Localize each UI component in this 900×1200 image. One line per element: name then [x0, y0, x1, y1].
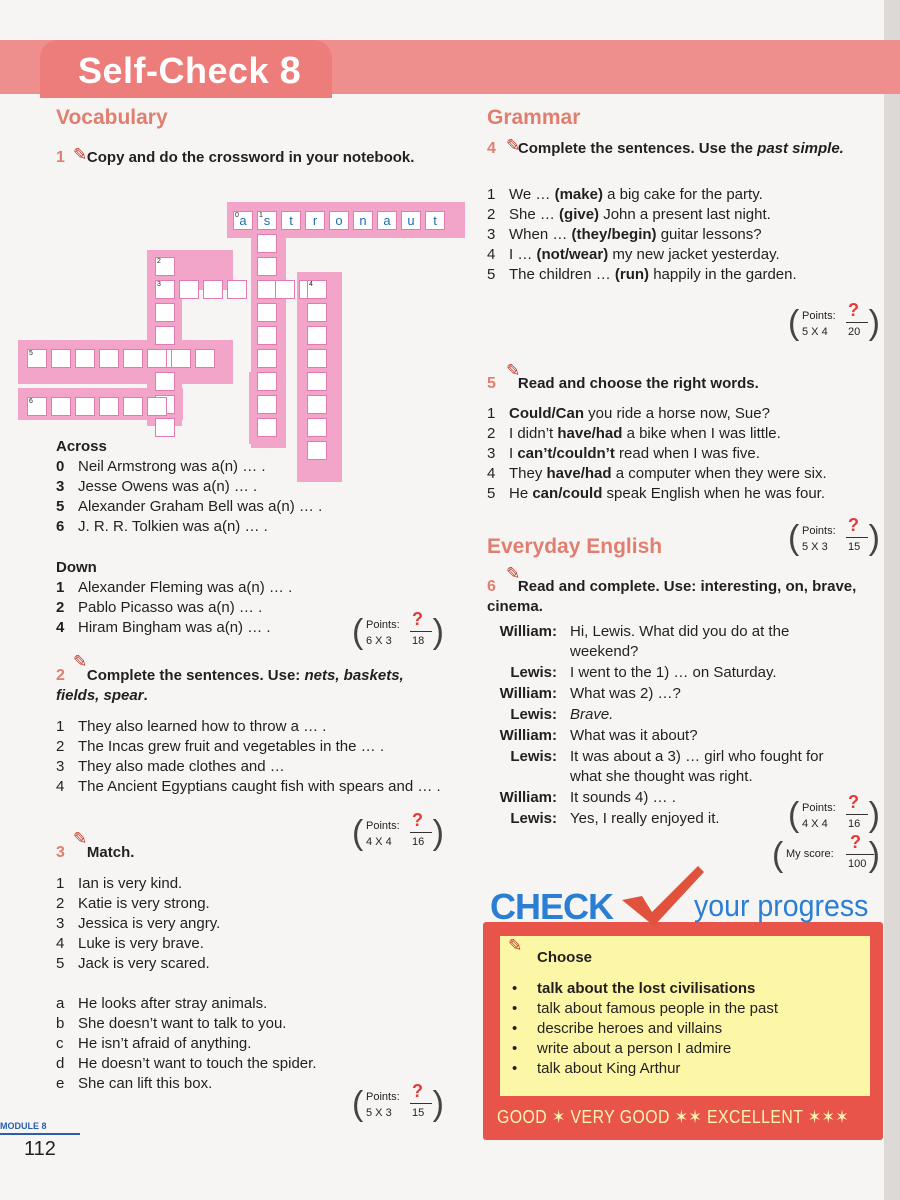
crossword-cell — [195, 349, 215, 368]
crossword-cell — [155, 303, 175, 322]
ex4-instruction: 4 Complete the sentences. Use the past simple. — [487, 140, 844, 157]
clue-number: 0 — [235, 212, 239, 219]
speaker-label: William: — [499, 789, 557, 806]
speaker-label: Lewis: — [510, 810, 557, 827]
progress-item — [512, 1040, 731, 1057]
list-item: 3 Jessica is very angry. — [56, 915, 221, 932]
crossword-cell — [305, 211, 325, 230]
crossword-cell — [257, 326, 277, 345]
crossword-cell — [75, 397, 95, 416]
list-item: b She doesn’t want to talk to you. — [56, 1015, 287, 1032]
crossword-cell — [401, 211, 421, 230]
crossword-cell — [275, 280, 295, 299]
rating-scale: GOOD ✶ VERY GOOD ✶✶ EXCELLENT ✶✶✶ — [497, 1107, 850, 1127]
points-box-ex2: ( Points: 4 X 4 ? 16 ) — [352, 810, 444, 852]
progress-item-label: describe heroes and villains — [537, 1020, 723, 1037]
dialogue-text: It was about a 3) … girl who fought for — [570, 748, 824, 765]
progress-item-label: talk about King Arthur — [537, 1060, 681, 1077]
crossword-cell — [203, 280, 223, 299]
crossword-letter: a — [383, 213, 391, 228]
crossword-cell — [425, 211, 445, 230]
ex1-instruction: 1 Copy and do the crossword in your notebook. — [56, 149, 415, 166]
clue-number: 4 — [309, 281, 313, 288]
dialogue-line — [487, 663, 882, 683]
crossword-cell — [257, 234, 277, 253]
crossword-letter: t — [289, 213, 293, 228]
dialogue-text: what she thought was right. — [570, 768, 753, 785]
list-item: 1 Ian is very kind. — [56, 875, 183, 892]
list-item: 2 The Incas grew fruit and vegetables in the … . — [56, 738, 384, 755]
crossword-cell — [155, 326, 175, 345]
page-number: 112 — [24, 1138, 56, 1160]
crossword-cell — [307, 349, 327, 368]
crossword-cell — [155, 280, 175, 299]
list-item: 4 They have/had a computer when they were six. — [487, 465, 827, 482]
check-heading: CHECK — [490, 886, 614, 927]
clue-number: 6 — [29, 398, 33, 405]
crossword-cell — [257, 211, 277, 230]
crossword-cell — [257, 418, 277, 437]
your-progress-heading: your progress — [694, 888, 869, 923]
progress-item — [512, 1000, 778, 1017]
crossword-cell — [257, 257, 277, 276]
pencil-icon: ✎ — [506, 136, 521, 155]
crossword-cell — [155, 372, 175, 391]
choose-label: Choose — [537, 949, 593, 966]
crossword-cell — [307, 303, 327, 322]
pencil-icon: ✎ — [508, 936, 523, 955]
dialogue-text: Hi, Lewis. What did you do at the — [570, 623, 790, 640]
dialogue-line — [487, 705, 882, 725]
vocabulary-heading: Vocabulary — [56, 106, 168, 129]
crossword-cell — [307, 395, 327, 414]
list-item: 5 Alexander Graham Bell was a(n) … . — [56, 498, 323, 515]
crossword-letter: r — [312, 213, 318, 228]
list-item: 2 She … (give) John a present last night. — [487, 206, 771, 223]
ex2-instruction: 2 Complete the sentences. Use: nets, baskets, fields, spear. — [56, 667, 404, 704]
bullet-icon: • — [512, 1020, 518, 1037]
pencil-icon: ✎ — [506, 361, 521, 380]
points-box-ex3: ( Points: 5 X 3 ? 15 ) — [352, 1081, 444, 1123]
list-item: 0 Neil Armstrong was a(n) … . — [56, 458, 266, 475]
down-heading: Down — [56, 559, 97, 576]
bullet-icon: • — [512, 980, 518, 997]
list-item: 4 The Ancient Egyptians caught fish with spears and … . — [56, 778, 441, 795]
pencil-icon: ✎ — [73, 829, 88, 848]
page-title: Self-Check 8 — [78, 50, 302, 92]
points-box-ex1: ( Points: 6 X 3 ? 18 ) — [352, 609, 444, 651]
grammar-heading: Grammar — [487, 106, 581, 129]
crossword-cell — [257, 395, 277, 414]
ex3-items — [56, 874, 436, 974]
dialogue-text: Brave. — [570, 706, 614, 723]
across-heading: Across — [56, 438, 107, 455]
pencil-icon: ✎ — [73, 145, 88, 164]
crossword-cell — [257, 280, 277, 299]
dialogue-line — [487, 747, 882, 787]
ex3-instruction: 3 Match. — [56, 844, 135, 861]
ex3-options — [56, 994, 436, 1094]
list-item: 1 We … (make) a big cake for the party. — [487, 186, 763, 203]
bullet-icon: • — [512, 1040, 518, 1057]
crossword-cell — [281, 211, 301, 230]
crossword-cell — [123, 397, 143, 416]
list-item: c He isn’t afraid of anything. — [56, 1035, 252, 1052]
dialogue-line — [487, 622, 882, 662]
crossword-cell — [171, 349, 191, 368]
list-item: 1 They also learned how to throw a … . — [56, 718, 327, 735]
crossword-cell — [51, 349, 71, 368]
list-item: 5 Jack is very scared. — [56, 955, 210, 972]
list-item: 3 When … (they/begin) guitar lessons? — [487, 226, 762, 243]
speaker-label: Lewis: — [510, 706, 557, 723]
crossword-letter: u — [407, 213, 415, 228]
pencil-icon: ✎ — [73, 652, 88, 671]
dialogue-text: I went to the 1) … on Saturday. — [570, 664, 777, 681]
crossword-cell — [257, 303, 277, 322]
dialogue-text: weekend? — [570, 643, 639, 660]
list-item: 3 Jesse Owens was a(n) … . — [56, 478, 258, 495]
dialogue-text: What was it about? — [570, 727, 698, 744]
crossword-letter: t — [433, 213, 437, 228]
progress-item-label: write about a person I admire — [537, 1040, 732, 1057]
module-divider — [0, 1133, 80, 1135]
module-label: MODULE 8 — [0, 1121, 47, 1131]
dialogue-text: Yes, I really enjoyed it. — [570, 810, 720, 827]
crossword-cell — [27, 349, 47, 368]
crossword-cell — [307, 280, 327, 299]
list-item: 1 Could/Can you ride a horse now, Sue? — [487, 405, 770, 422]
ex4-items — [487, 185, 879, 285]
progress-item — [512, 980, 755, 997]
crossword-cell — [257, 372, 277, 391]
my-score-box: ( My score: ? 100 ) — [772, 832, 880, 874]
crossword-cell — [233, 211, 253, 230]
clue-number: 3 — [157, 281, 161, 288]
clue-number: 2 — [157, 258, 161, 265]
points-box-ex4: ( Points: 5 X 4 ? 20 ) — [788, 300, 880, 342]
ex5-instruction: 5 Read and choose the right words. — [487, 375, 759, 392]
crossword-cell — [155, 257, 175, 276]
list-item: 6 J. R. R. Tolkien was a(n) … . — [56, 518, 268, 535]
list-item: e She can lift this box. — [56, 1075, 213, 1092]
speaker-label: Lewis: — [510, 748, 557, 765]
bullet-icon: • — [512, 1060, 518, 1077]
crossword-cell — [27, 397, 47, 416]
crossword-letter: o — [335, 213, 343, 228]
crossword-letter: s — [263, 213, 271, 228]
list-item: a He looks after stray animals. — [56, 995, 268, 1012]
crossword-cell — [147, 397, 167, 416]
crossword-cell — [307, 372, 327, 391]
progress-item — [512, 1020, 722, 1037]
list-item: 2 Katie is very strong. — [56, 895, 210, 912]
list-item: 5 The children … (run) happily in the garden. — [487, 266, 797, 283]
dialogue-line — [487, 726, 882, 746]
dialogue-text: It sounds 4) … . — [570, 789, 676, 806]
crossword-cell — [257, 349, 277, 368]
list-item: 4 Luke is very brave. — [56, 935, 204, 952]
dialogue-text: What was 2) …? — [570, 685, 681, 702]
list-item: 2 I didn’t have/had a bike when I was little. — [487, 425, 781, 442]
crossword-cell — [155, 418, 175, 437]
progress-item — [512, 1060, 680, 1077]
crossword-cell — [353, 211, 373, 230]
crossword-cell — [51, 397, 71, 416]
crossword-cell — [307, 326, 327, 345]
crossword-cell — [99, 349, 119, 368]
crossword-letter: n — [359, 213, 367, 228]
crossword-cell — [377, 211, 397, 230]
list-item: 4 I … (not/wear) my new jacket yesterday. — [487, 246, 780, 263]
progress-item-label: talk about the lost civilisations — [537, 980, 756, 997]
crossword-cell — [147, 349, 167, 368]
everyday-english-heading: Everyday English — [487, 535, 663, 558]
across-clues — [56, 437, 436, 537]
crossword-cell — [307, 418, 327, 437]
list-item: 3 They also made clothes and … — [56, 758, 285, 775]
speaker-label: Lewis: — [510, 664, 557, 681]
page-edge — [884, 0, 900, 1200]
ex5-items — [487, 404, 882, 504]
speaker-label: William: — [499, 623, 557, 640]
crossword-cell — [227, 280, 247, 299]
dialogue-line — [487, 684, 882, 704]
crossword-cell — [123, 349, 143, 368]
crossword-cell — [329, 211, 349, 230]
crossword-cell — [99, 397, 119, 416]
speaker-label: William: — [499, 685, 557, 702]
crossword-cell — [179, 280, 199, 299]
clue-number: 1 — [259, 212, 263, 219]
list-item: 2 Pablo Picasso was a(n) … . — [56, 599, 263, 616]
list-item: 5 He can/could speak English when he was four. — [487, 485, 825, 502]
crossword-letter: a — [239, 213, 247, 228]
ex6-instruction: 6 Read and complete. Use: interesting, on, brave, cinema. — [487, 578, 857, 615]
ex2-items — [56, 717, 448, 797]
pencil-icon: ✎ — [506, 564, 521, 583]
list-item: 1 Alexander Fleming was a(n) … . — [56, 579, 293, 596]
list-item: 3 I can’t/couldn’t read when I was five. — [487, 445, 760, 462]
list-item: d He doesn’t want to touch the spider. — [56, 1055, 317, 1072]
speaker-label: William: — [499, 727, 557, 744]
progress-item-label: talk about famous people in the past — [537, 1000, 778, 1017]
clue-number: 5 — [29, 350, 33, 357]
points-box-ex5: ( Points: 5 X 3 ? 15 ) — [788, 515, 880, 557]
list-item: 4 Hiram Bingham was a(n) … . — [56, 619, 271, 636]
down-clues — [56, 558, 356, 638]
bullet-icon: • — [512, 1000, 518, 1017]
points-box-ex6: ( Points: 4 X 4 ? 16 ) — [788, 792, 880, 834]
crossword-cell — [75, 349, 95, 368]
